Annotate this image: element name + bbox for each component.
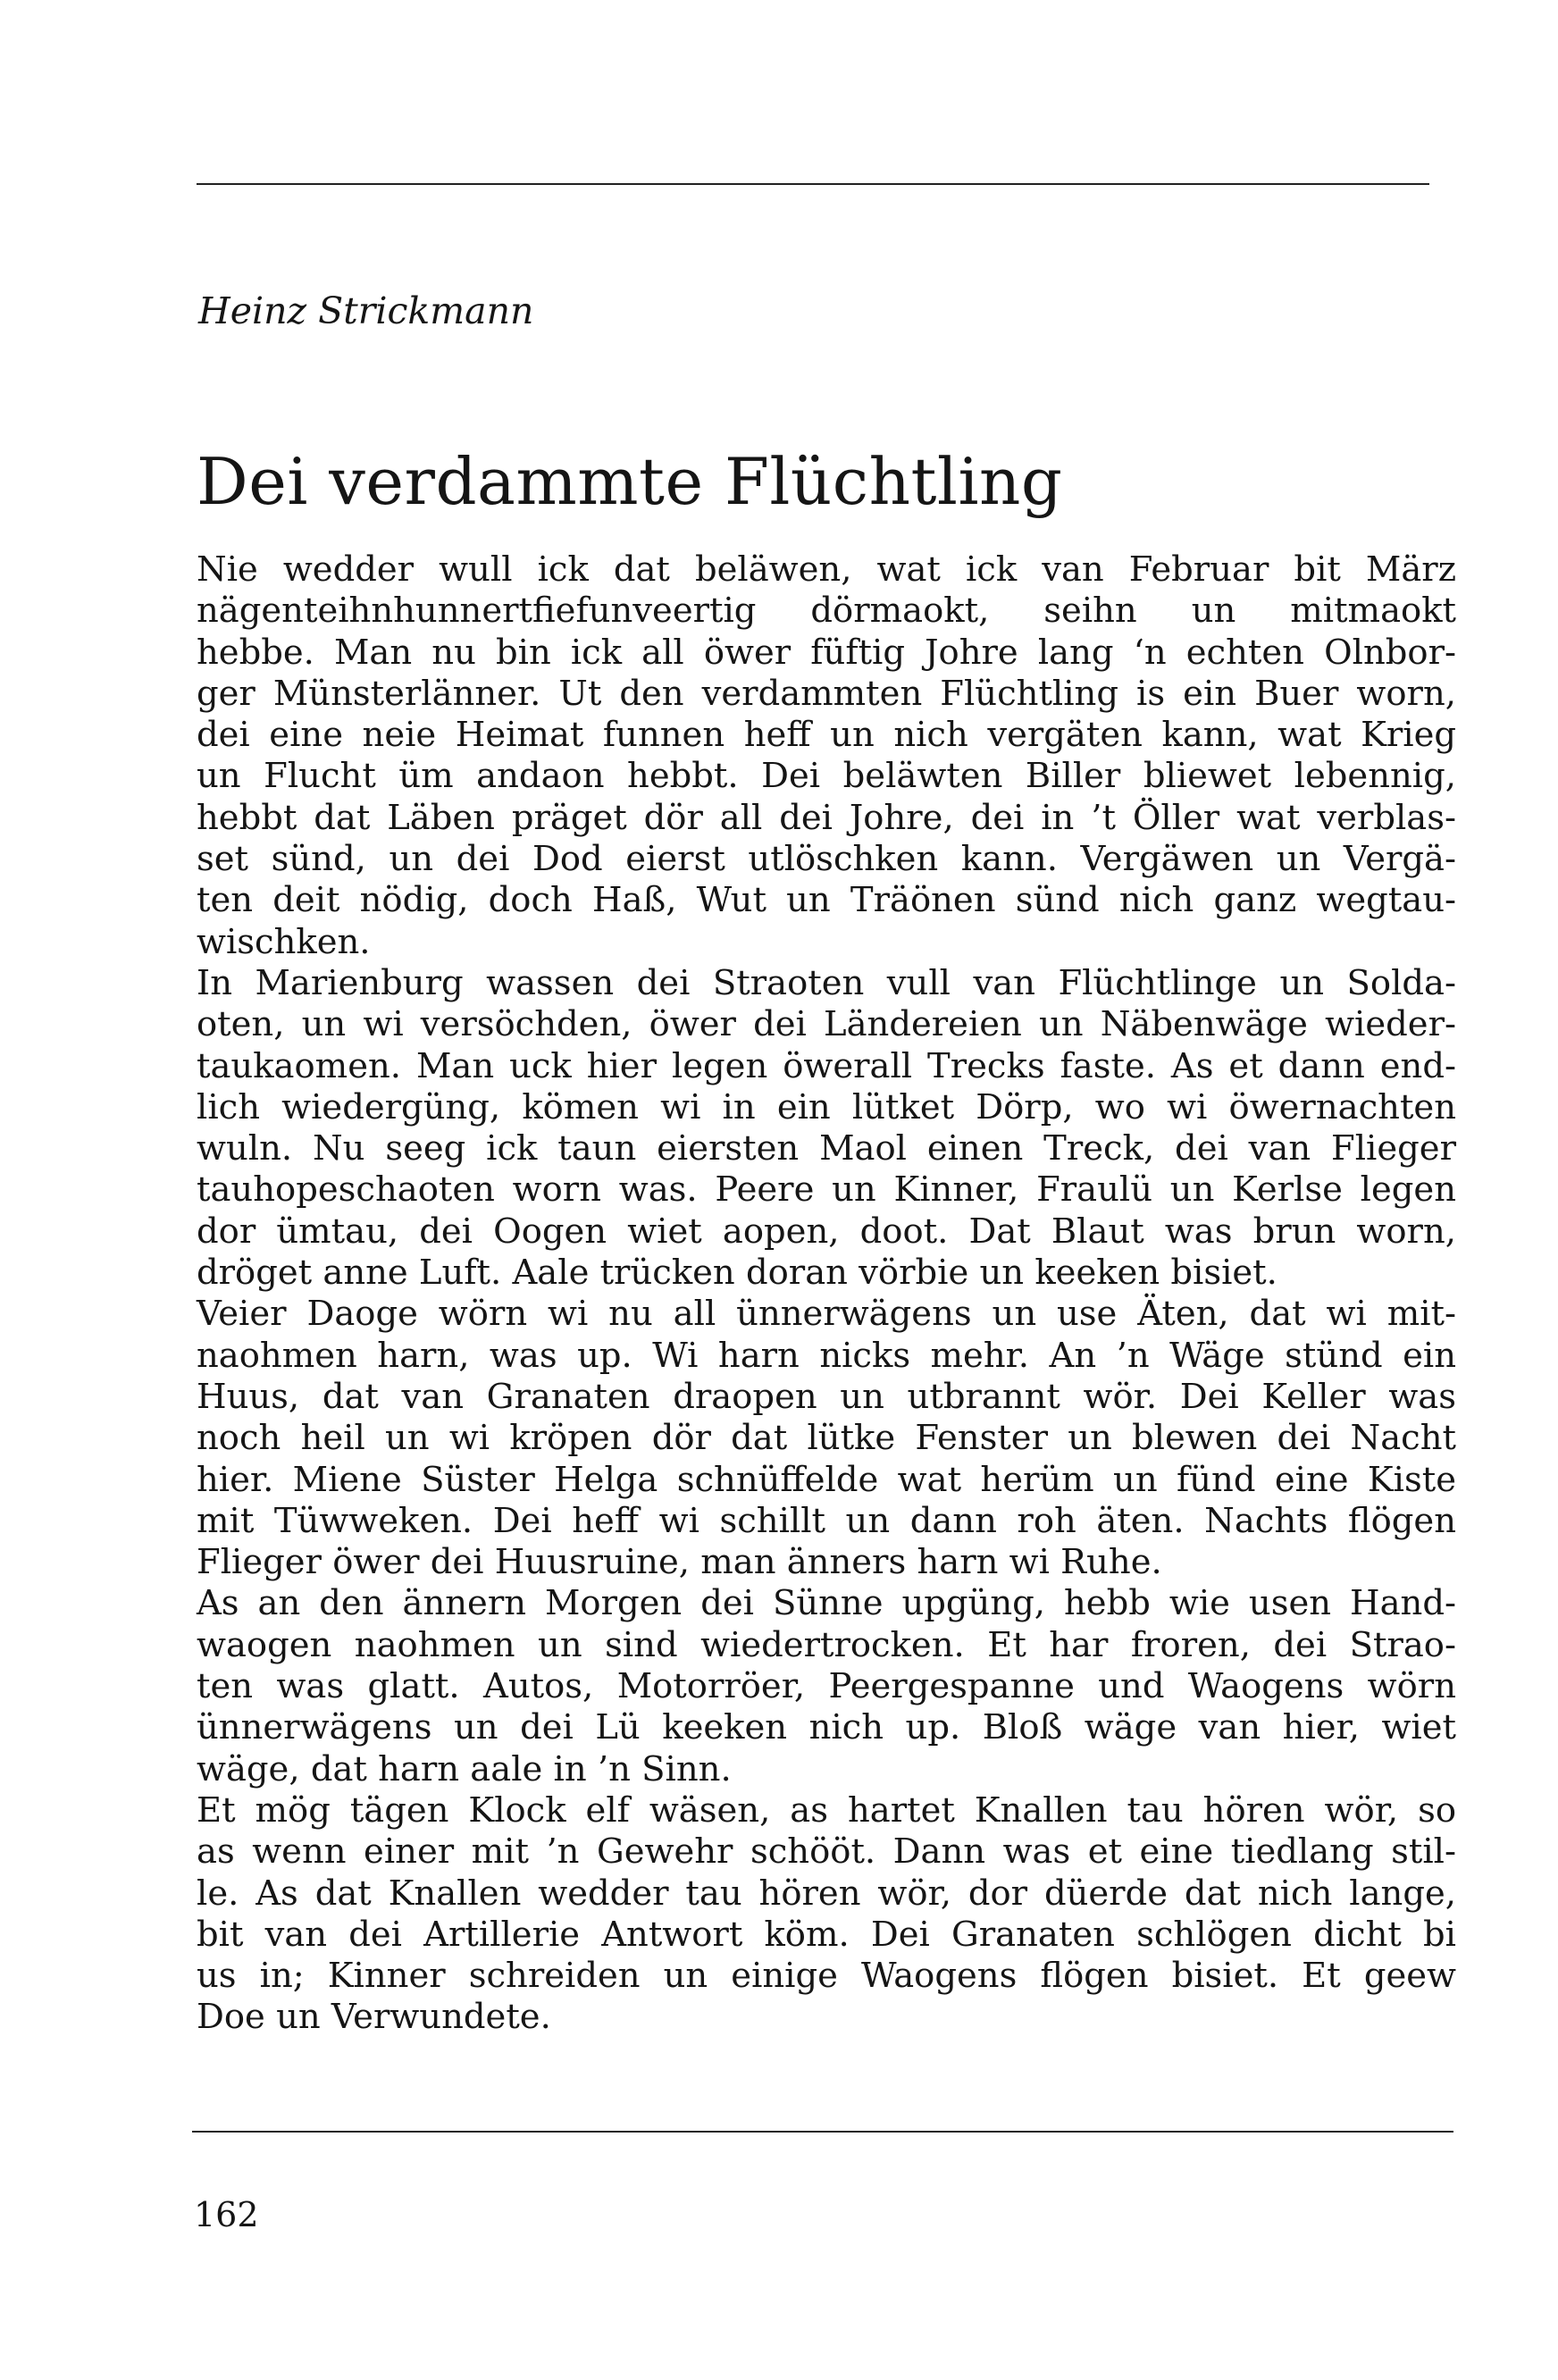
text-line: hier. Miene Süster Helga schnüffelde wat herüm un fünd eine Kiste [197, 1459, 1456, 1500]
text-line: Nie wedder wull ick dat beläwen, wat ick van Februar bit März [197, 549, 1456, 590]
text-line: tauhopeschaoten worn was. Peere un Kinner, Fraulü un Kerlse legen [197, 1169, 1456, 1211]
text-line: dei eine neie Heimat funnen heff un nich vergäten kann, wat Krieg [197, 715, 1456, 756]
text-line: Veier Daoge wörn wi nu all ünnerwägens un use Äten, dat wi mit- [197, 1294, 1456, 1335]
text-line: hebbt dat Läben präget dör all dei Johre, dei in ’t Öller wat verblas- [197, 797, 1456, 838]
text-line: nägenteihnhunnertfiefunveertig dörmaokt, seihn un mitmaokt [197, 591, 1456, 632]
text-line: ger Münsterlänner. Ut den verdammten Flüchtling is ein Buer worn, [197, 673, 1456, 714]
text-line: un Flucht üm andaon hebbt. Dei beläwten Biller bliewet lebennig, [197, 756, 1456, 797]
page-number: 162 [194, 2195, 259, 2234]
text-line: hebbe. Man nu bin ick all öwer füftig Johre lang ‘n echten Olnbor- [197, 632, 1456, 673]
body-text [197, 549, 1456, 2039]
text-line: In Marienburg wassen dei Straoten vull van Flüchtlinge un Solda- [197, 962, 1456, 1003]
text-line: ten deit nödig, doch Haß, Wut un Träönen sünd nich ganz wegtau- [197, 880, 1456, 921]
text-line: waogen naohmen un sind wiedertrocken. Et har froren, dei Strao- [197, 1624, 1456, 1665]
text-line: lich wiedergüng, kömen wi in ein lütket Dörp, wo wi öwernachten [197, 1086, 1456, 1127]
text-line: us in; Kinner schreiden un einige Waogens flögen bisiet. Et geew [197, 1956, 1456, 1997]
text-line: bit van dei Artillerie Antwort köm. Dei Granaten schlögen dicht bi [197, 1914, 1456, 1955]
text-line: Et mög tägen Klock elf wäsen, as hartet Knallen tau hören wör, so [197, 1789, 1456, 1831]
text-line: mit Tüwweken. Dei heff wi schillt un dann roh äten. Nachts flögen [197, 1500, 1456, 1541]
text-line: dröget anne Luft. Aale trücken doran vörbie un keeken bisiet. [197, 1253, 1277, 1294]
text-line: le. As dat Knallen wedder tau hören wör, dor düerde dat nich lange, [197, 1873, 1456, 1914]
text-line: naohmen harn, was up. Wi harn nicks mehr. An ’n Wäge stünd ein [197, 1335, 1456, 1376]
text-line: ünnerwägens un dei Lü keeken nich up. Bloß wäge van hier, wiet [197, 1707, 1456, 1748]
author-name: Heinz Strickmann [198, 289, 534, 332]
text-line: wäge, dat harn aale in ’n Sinn. [197, 1748, 732, 1789]
top-rule [197, 183, 1429, 185]
bottom-rule [192, 2131, 1453, 2133]
text-line: taukaomen. Man uck hier legen öwerall Trecks faste. As et dann end- [197, 1045, 1456, 1086]
chapter-title: Dei verdammte Flüchtling [197, 444, 1063, 519]
text-line: Doe un Verwundete. [197, 1997, 551, 2038]
text-line: wischken. [197, 921, 371, 962]
text-line: oten, un wi versöchden, öwer dei Ländereien un Näbenwäge wieder- [197, 1004, 1456, 1045]
text-line: wuln. Nu seeg ick taun eiersten Maol einen Treck, dei van Flieger [197, 1128, 1456, 1169]
text-line: ten was glatt. Autos, Motorröer, Peergespanne und Waogens wörn [197, 1666, 1456, 1707]
text-line: As an den ännern Morgen dei Sünne upgüng, hebb wie usen Hand- [197, 1583, 1456, 1624]
text-line: Flieger öwer dei Huusruine, man änners harn wi Ruhe. [197, 1542, 1162, 1583]
text-line: set sünd, un dei Dod eierst utlöschken kann. Vergäwen un Vergä- [197, 839, 1456, 880]
text-line: noch heil un wi kröpen dör dat lütke Fenster un blewen dei Nacht [197, 1418, 1456, 1459]
text-line: Huus, dat van Granaten draopen un utbrannt wör. Dei Keller was [197, 1376, 1456, 1417]
text-line: dor ümtau, dei Oogen wiet aopen, doot. Dat Blaut was brun worn, [197, 1211, 1456, 1252]
text-line: as wenn einer mit ’n Gewehr schööt. Dann was et eine tiedlang stil- [197, 1831, 1456, 1873]
